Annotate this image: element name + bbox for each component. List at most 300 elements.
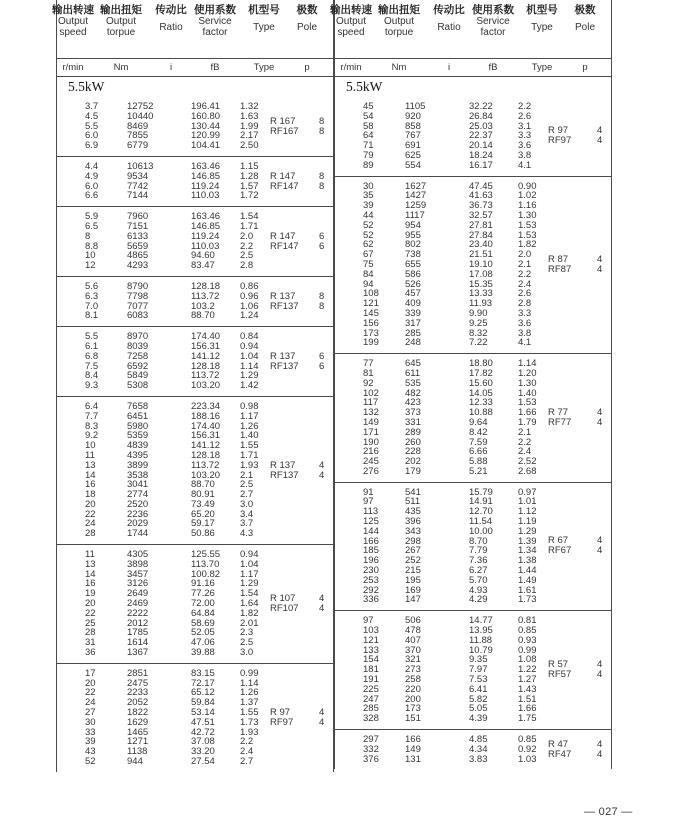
speed-cell: 25 <box>85 617 96 629</box>
ratio-cell: 141.12 <box>191 440 221 452</box>
header-column <box>246 4 282 33</box>
header-cn-label: 输出扭矩 <box>100 4 142 16</box>
type-cell: RF97 <box>270 716 294 728</box>
table-row <box>57 261 333 271</box>
torque-cell: 506 <box>405 615 421 627</box>
ratio-cell: 18.24 <box>469 149 493 161</box>
torque-cell: 423 <box>405 397 421 409</box>
factor-cell: 1.55 <box>240 440 259 452</box>
ratio-cell: 4.93 <box>469 584 488 596</box>
ratio-cell: 27.84 <box>469 229 493 241</box>
speed-cell: 43 <box>85 746 96 758</box>
type-cell: R 57 <box>548 659 569 671</box>
torque-cell: 12752 <box>127 101 154 112</box>
factor-cell: 1.03 <box>518 753 537 765</box>
ratio-cell: 100.82 <box>191 568 221 580</box>
torque-cell: 586 <box>405 268 421 280</box>
torque-cell: 1629 <box>127 716 149 728</box>
ratio-cell: 174.40 <box>191 331 221 343</box>
torque-cell: 2475 <box>127 677 149 689</box>
type-cell: RF137 <box>270 300 299 312</box>
unit-label: Type <box>253 62 275 73</box>
factor-cell: 2.1 <box>240 469 254 481</box>
torque-cell: 7658 <box>127 400 149 412</box>
factor-cell: 1.99 <box>240 120 259 132</box>
torque-cell: 131 <box>405 753 421 765</box>
ratio-cell: 8.70 <box>469 535 488 547</box>
table-row <box>335 161 611 171</box>
speed-cell: 185 <box>363 545 379 557</box>
factor-cell: 3.8 <box>518 327 532 339</box>
factor-cell: 1.14 <box>240 677 259 689</box>
torque-cell: 202 <box>405 456 421 468</box>
speed-cell: 17 <box>85 667 96 679</box>
ratio-cell: 37.08 <box>191 736 215 748</box>
ratio-cell: 18.80 <box>469 358 493 370</box>
torque-cell: 1117 <box>405 209 425 221</box>
torque-cell: 3126 <box>127 578 149 590</box>
type-cell: RF107 <box>270 602 299 614</box>
header-en-label: Type <box>253 22 275 33</box>
speed-cell: 52 <box>85 756 96 768</box>
type-cell: RF67 <box>548 545 572 557</box>
ratio-cell: 120.99 <box>191 130 221 142</box>
speed-cell: 14 <box>85 469 96 481</box>
factor-cell: 0.90 <box>518 180 537 192</box>
pole-cell: 8 <box>319 180 325 192</box>
ratio-cell: 53.14 <box>191 707 215 719</box>
ratio-cell: 21.51 <box>469 249 493 261</box>
factor-cell: 2.4 <box>240 746 254 758</box>
factor-cell: 0.93 <box>518 634 537 646</box>
factor-cell: 2.8 <box>240 260 254 272</box>
ratio-cell: 14.91 <box>469 496 493 508</box>
header-en-label: speed <box>337 27 365 38</box>
torque-cell: 6083 <box>127 310 149 322</box>
factor-cell: 1.57 <box>240 180 259 192</box>
torque-cell: 944 <box>127 756 143 768</box>
torque-cell: 6451 <box>127 410 149 422</box>
factor-cell: 0.94 <box>240 340 259 352</box>
model-group <box>335 97 611 177</box>
torque-cell: 7258 <box>127 350 149 362</box>
factor-cell: 1.93 <box>240 459 259 471</box>
speed-cell: 22 <box>85 687 96 699</box>
speed-cell: 20 <box>85 598 96 610</box>
torque-cell: 370 <box>405 644 421 656</box>
type-cell: R 47 <box>548 738 569 750</box>
factor-cell: 1.20 <box>518 367 537 379</box>
factor-cell: 2.2 <box>240 736 254 748</box>
factor-cell: 1.17 <box>240 410 259 422</box>
unit-label: Nm <box>391 62 407 73</box>
speed-cell: 6.4 <box>85 400 99 412</box>
factor-cell: 4.3 <box>240 528 254 540</box>
type-cell: R 167 <box>270 115 296 127</box>
speed-cell: 144 <box>363 525 379 537</box>
factor-cell: 2.6 <box>518 288 532 300</box>
speed-cell: 4.9 <box>85 170 99 182</box>
torque-cell: 5659 <box>127 240 149 252</box>
pole-cell: 6 <box>319 230 325 242</box>
table-row <box>57 529 333 539</box>
factor-cell: 1.93 <box>240 726 259 738</box>
torque-cell: 1744 <box>127 528 149 540</box>
torque-cell: 273 <box>405 664 421 676</box>
factor-cell: 2.7 <box>240 756 254 768</box>
ratio-cell: 125.55 <box>191 549 221 561</box>
speed-cell: 9.3 <box>85 380 99 392</box>
factor-cell: 1.26 <box>240 420 259 432</box>
factor-cell: 3.3 <box>518 130 532 142</box>
factor-cell: 0.85 <box>518 625 537 637</box>
ratio-cell: 12.33 <box>469 397 493 409</box>
ratio-cell: 103.2 <box>191 300 215 312</box>
speed-cell: 24 <box>85 697 96 709</box>
speed-cell: 328 <box>363 713 379 725</box>
speed-cell: 196 <box>363 555 379 567</box>
speed-cell: 54 <box>363 110 374 122</box>
speed-cell: 94 <box>363 278 374 290</box>
factor-cell: 1.15 <box>240 160 259 172</box>
ratio-cell: 59.17 <box>191 518 215 530</box>
ratio-cell: 4.29 <box>469 594 488 606</box>
factor-cell: 1.82 <box>240 607 259 619</box>
ratio-cell: 10.88 <box>469 407 493 419</box>
ratio-cell: 27.81 <box>469 219 493 231</box>
speed-cell: 20 <box>85 498 96 510</box>
torque-cell: 8790 <box>127 280 149 292</box>
ratio-cell: 5.70 <box>469 574 488 586</box>
ratio-cell: 8.42 <box>469 426 488 438</box>
type-cell: RF87 <box>548 263 572 275</box>
torque-cell: 6592 <box>127 360 149 372</box>
unit-label: i <box>447 62 451 73</box>
speed-cell: 31 <box>85 637 96 649</box>
speed-cell: 121 <box>363 634 379 646</box>
unit-row <box>335 59 611 77</box>
factor-cell: 0.81 <box>518 615 537 627</box>
ratio-cell: 88.70 <box>191 310 215 322</box>
speed-cell: 297 <box>363 734 379 746</box>
pole-cell: 4 <box>319 469 325 481</box>
factor-cell: 0.84 <box>240 331 259 343</box>
factor-cell: 1.73 <box>518 594 537 606</box>
torque-cell: 2649 <box>127 588 149 600</box>
ratio-cell: 10.00 <box>469 525 493 537</box>
ratio-cell: 6.66 <box>469 446 488 458</box>
torque-cell: 955 <box>405 229 421 241</box>
factor-cell: 1.71 <box>240 220 259 232</box>
pole-cell: 6 <box>319 350 325 362</box>
speed-cell: 117 <box>363 397 379 409</box>
model-group <box>57 97 333 157</box>
speed-cell: 16 <box>85 578 96 590</box>
ratio-cell: 7.36 <box>469 555 488 567</box>
speed-cell: 22 <box>85 508 96 520</box>
ratio-cell: 47.45 <box>469 180 493 192</box>
ratio-cell: 9.90 <box>469 307 488 319</box>
speed-cell: 6.3 <box>85 290 99 302</box>
factor-cell: 1.72 <box>240 190 259 202</box>
ratio-cell: 17.82 <box>469 367 493 379</box>
unit-label: fB <box>210 62 220 73</box>
torque-cell: 5980 <box>127 420 149 432</box>
speed-cell: 332 <box>363 743 379 755</box>
torque-cell: 7960 <box>127 211 149 223</box>
speed-cell: 13 <box>85 558 96 570</box>
speed-cell: 247 <box>363 693 379 705</box>
speed-cell: 8.1 <box>85 310 99 322</box>
ratio-cell: 113.72 <box>191 290 220 302</box>
torque-cell: 2222 <box>127 607 149 619</box>
torque-cell: 252 <box>405 555 421 567</box>
factor-cell: 2.2 <box>518 436 532 448</box>
right-table <box>330 0 612 769</box>
header-cn-label: 机型号 <box>248 4 280 16</box>
model-group <box>57 327 333 397</box>
speed-cell: 285 <box>363 703 379 715</box>
factor-cell: 1.61 <box>518 584 537 596</box>
torque-cell: 5849 <box>127 370 149 382</box>
header-column <box>373 4 425 38</box>
torque-cell: 1271 <box>127 736 149 748</box>
pole-cell: 8 <box>319 300 325 312</box>
torque-cell: 9534 <box>127 170 149 182</box>
factor-cell: 1.34 <box>518 545 537 557</box>
factor-cell: 1.19 <box>518 516 537 528</box>
torque-cell: 691 <box>405 140 421 152</box>
pole-cell: 4 <box>597 738 603 750</box>
torque-cell: 1785 <box>127 627 149 639</box>
factor-cell: 1.64 <box>240 598 259 610</box>
torque-cell: 317 <box>405 317 421 329</box>
factor-cell: 2.01 <box>240 617 259 629</box>
torque-cell: 166 <box>405 734 421 746</box>
factor-cell: 2.3 <box>240 627 254 639</box>
ratio-cell: 7.53 <box>469 674 488 686</box>
speed-cell: 8.8 <box>85 240 99 252</box>
factor-cell: 2.5 <box>240 479 254 491</box>
speed-cell: 199 <box>363 337 379 349</box>
factor-cell: 1.79 <box>518 416 537 428</box>
model-group <box>335 730 611 769</box>
ratio-cell: 128.18 <box>191 280 221 292</box>
speed-cell: 24 <box>85 518 96 530</box>
speed-cell: 7.7 <box>85 410 99 422</box>
torque-cell: 655 <box>405 258 421 270</box>
unit-label: r/min <box>340 62 362 73</box>
speed-cell: 92 <box>363 377 374 389</box>
ratio-cell: 104.41 <box>191 140 221 152</box>
ratio-cell: 15.79 <box>469 486 493 498</box>
ratio-cell: 14.05 <box>469 387 493 399</box>
ratio-cell: 59.84 <box>191 697 215 709</box>
header-column <box>95 4 147 38</box>
ratio-cell: 103.20 <box>191 469 221 481</box>
pole-cell: 6 <box>319 240 325 252</box>
speed-cell: 245 <box>363 456 379 468</box>
factor-cell: 2.2 <box>240 240 254 252</box>
table-row <box>57 141 333 151</box>
torque-cell: 298 <box>405 535 421 547</box>
factor-cell: 1.37 <box>240 697 259 709</box>
header-cn-label: 极数 <box>296 4 318 16</box>
ratio-cell: 39.88 <box>191 647 215 659</box>
factor-cell: 3.3 <box>518 307 532 319</box>
ratio-cell: 146.85 <box>191 220 221 232</box>
speed-cell: 156 <box>363 317 379 329</box>
ratio-cell: 5.21 <box>469 465 488 477</box>
factor-cell: 3.1 <box>518 120 532 132</box>
ratio-cell: 77.26 <box>191 588 215 600</box>
torque-cell: 3041 <box>127 479 149 491</box>
ratio-cell: 7.59 <box>469 436 488 448</box>
unit-label: r/min <box>62 62 84 73</box>
factor-cell: 1.54 <box>240 211 259 223</box>
torque-cell: 1627 <box>405 180 427 192</box>
torque-cell: 407 <box>405 634 421 646</box>
torque-cell: 147 <box>405 594 421 606</box>
header-column <box>429 4 469 33</box>
torque-cell: 535 <box>405 377 421 389</box>
torque-cell: 2012 <box>127 617 149 629</box>
ratio-cell: 50.86 <box>191 528 215 540</box>
speed-cell: 8 <box>85 230 91 242</box>
type-cell: R 147 <box>270 170 296 182</box>
factor-cell: 1.42 <box>240 380 259 392</box>
factor-cell: 1.12 <box>518 506 537 518</box>
torque-cell: 802 <box>405 239 421 251</box>
speed-cell: 6.0 <box>85 130 99 142</box>
type-cell: R 107 <box>270 592 296 604</box>
pole-cell: 4 <box>319 459 325 471</box>
factor-cell: 3.0 <box>240 647 254 659</box>
unit-label: Nm <box>113 62 129 73</box>
speed-cell: 71 <box>363 140 374 152</box>
torque-cell: 7144 <box>127 190 149 202</box>
factor-cell: 1.51 <box>518 693 537 705</box>
speed-cell: 253 <box>363 574 379 586</box>
factor-cell: 2.50 <box>240 140 259 152</box>
type-cell: R 137 <box>270 290 296 302</box>
speed-cell: 10 <box>85 440 96 452</box>
speed-cell: 125 <box>363 516 379 528</box>
ratio-cell: 6.27 <box>469 565 488 577</box>
header-column <box>151 4 191 33</box>
speed-cell: 11 <box>85 449 95 461</box>
ratio-cell: 4.39 <box>469 713 488 725</box>
ratio-cell: 88.70 <box>191 479 215 491</box>
pole-cell: 8 <box>319 290 325 302</box>
ratio-cell: 7.97 <box>469 664 488 676</box>
header-cn-label: 使用系数 <box>472 4 514 16</box>
factor-cell: 0.85 <box>518 734 537 746</box>
ratio-cell: 16.17 <box>469 159 493 171</box>
torque-cell: 3457 <box>127 568 149 580</box>
ratio-cell: 47.51 <box>191 716 215 728</box>
ratio-cell: 23.40 <box>469 239 493 251</box>
header-column <box>468 4 518 38</box>
torque-cell: 343 <box>405 525 421 537</box>
torque-cell: 248 <box>405 337 421 349</box>
header-cn-label: 使用系数 <box>194 4 236 16</box>
factor-cell: 1.53 <box>518 219 537 231</box>
speed-cell: 22 <box>85 607 96 619</box>
factor-cell: 1.40 <box>240 430 259 442</box>
speed-cell: 171 <box>363 426 379 438</box>
ratio-cell: 119.24 <box>191 230 220 242</box>
type-cell: RF77 <box>548 416 572 428</box>
torque-cell: 1822 <box>127 707 149 719</box>
ratio-cell: 83.47 <box>191 260 215 272</box>
torque-cell: 5359 <box>127 430 149 442</box>
torque-cell: 6779 <box>127 140 149 152</box>
factor-cell: 1.14 <box>518 358 537 370</box>
pole-cell: 4 <box>597 669 603 681</box>
ratio-cell: 19.10 <box>469 258 493 270</box>
factor-cell: 3.6 <box>518 140 532 152</box>
type-cell: RF147 <box>270 180 299 192</box>
torque-cell: 954 <box>405 219 421 231</box>
ratio-cell: 9.64 <box>469 416 488 428</box>
ratio-cell: 14.77 <box>469 615 493 627</box>
ratio-cell: 36.73 <box>469 200 493 212</box>
factor-cell: 2.2 <box>518 268 532 280</box>
header-en-label: speed <box>59 27 87 38</box>
table-row <box>57 648 333 658</box>
torque-cell: 435 <box>405 506 421 518</box>
ratio-cell: 6.41 <box>469 683 488 695</box>
factor-cell: 1.40 <box>518 387 537 399</box>
factor-cell: 0.99 <box>518 644 537 656</box>
speed-cell: 292 <box>363 584 379 596</box>
speed-cell: 12 <box>85 260 96 272</box>
factor-cell: 1.29 <box>240 578 259 590</box>
factor-cell: 2.0 <box>240 230 254 242</box>
header-en-label: Output <box>335 16 367 27</box>
speed-cell: 6.5 <box>85 220 99 232</box>
pole-cell: 8 <box>319 125 325 137</box>
speed-cell: 36 <box>85 647 96 659</box>
torque-cell: 1427 <box>405 190 427 202</box>
factor-cell: 1.02 <box>518 190 537 202</box>
ratio-cell: 65.20 <box>191 508 215 520</box>
factor-cell: 1.54 <box>240 588 259 600</box>
speed-cell: 67 <box>363 249 374 261</box>
speed-cell: 7.0 <box>85 300 99 312</box>
ratio-cell: 223.34 <box>191 400 221 412</box>
ratio-cell: 10.79 <box>469 644 493 656</box>
torque-cell: 738 <box>405 249 421 261</box>
ratio-cell: 103.20 <box>191 380 221 392</box>
torque-cell: 7151 <box>127 220 149 232</box>
torque-cell: 457 <box>405 288 421 300</box>
header-en-label: Pole <box>296 22 317 33</box>
type-cell: R 67 <box>548 535 569 547</box>
speed-cell: 7.5 <box>85 360 99 372</box>
speed-cell: 3.7 <box>85 101 99 112</box>
torque-cell: 541 <box>405 486 421 498</box>
page-number: — 027 — <box>584 806 633 818</box>
speed-cell: 64 <box>363 130 374 142</box>
torque-cell: 645 <box>405 358 421 370</box>
speed-cell: 75 <box>363 258 374 270</box>
speed-cell: 18 <box>85 489 96 501</box>
factor-cell: 1.38 <box>518 555 537 567</box>
factor-cell: 1.16 <box>518 200 537 212</box>
ratio-cell: 196.41 <box>191 101 221 112</box>
